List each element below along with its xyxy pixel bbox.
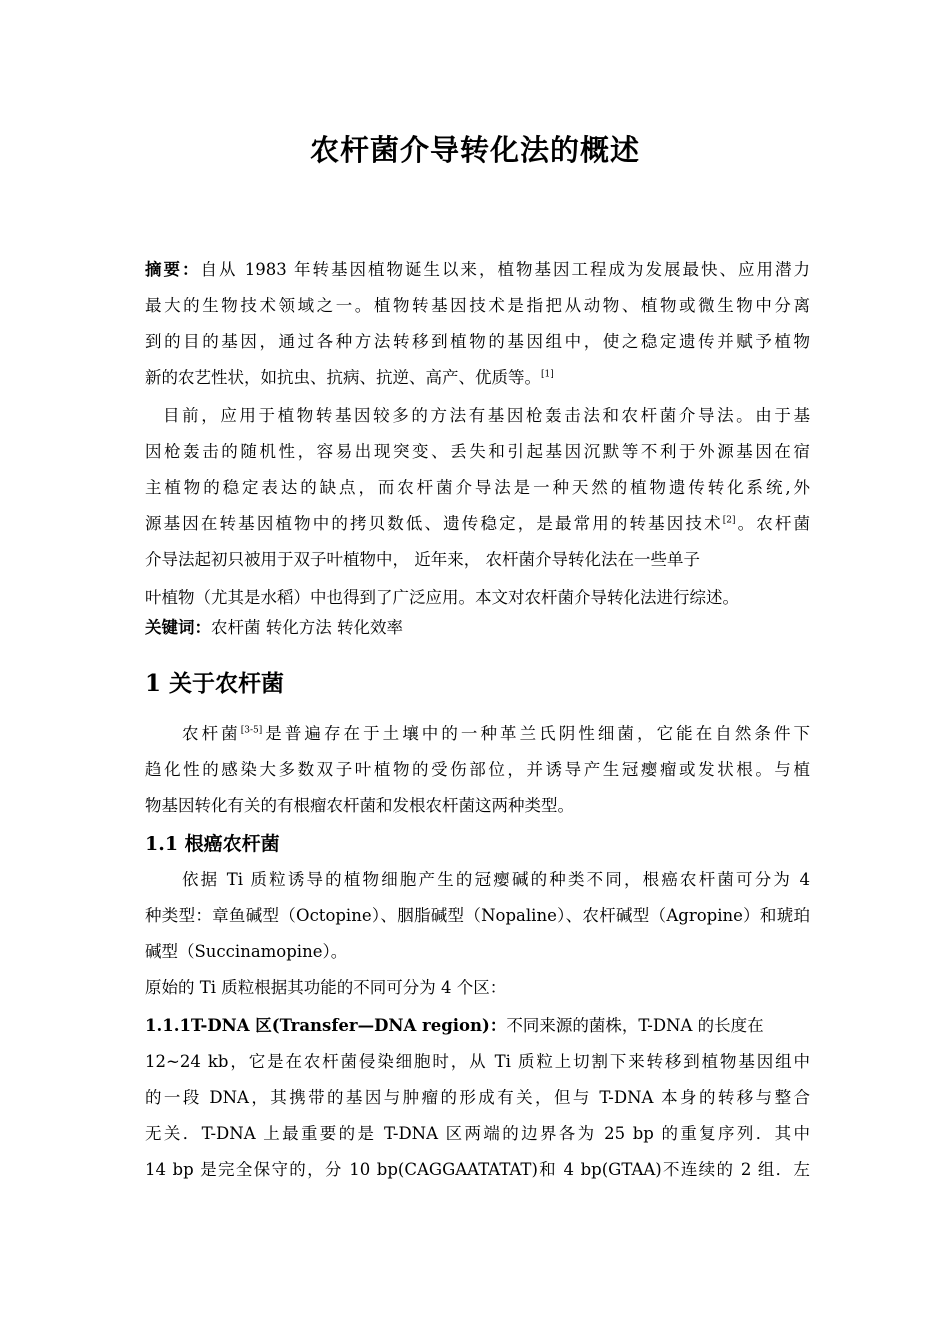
section1-1-line: 种类型：章鱼碱型（Octopine）、胭脂碱型（Nopaline）、农杆碱型（Agropine）和琥珀 <box>145 906 810 925</box>
abstract-line: 摘要：自从 1983 年转基因植物诞生以来，植物基因工程成为发展最快、应用潜力 <box>145 260 811 279</box>
section1-1-1-line: 的一段 DNA，其携带的基因与肿瘤的形成有关，但与 T-DNA 本身的转移与整合 <box>145 1088 810 1107</box>
intro-line: 主植物的稳定表达的缺点，而农杆菌介导法是一种天然的植物遗传转化系统,外 <box>145 478 810 497</box>
section1-1-1-line: 1.1.1T-DNA 区(Transfer—DNA region)：不同来源的菌株，T-DNA 的长度在 <box>145 1016 764 1035</box>
section1-1-1-paragraph <box>145 1008 810 1188</box>
section1-line: 物基因转化有关的有根瘤农杆菌和发根农杆菌这两种类型。 <box>145 796 574 815</box>
citation-ref: [3-5] <box>240 725 263 736</box>
intro-line: 源基因在转基因植物中的拷贝数低、遗传稳定，是最常用的转基因技术[2]。农杆菌 <box>145 514 811 533</box>
section1-line: 农杆菌[3-5]是普遍存在于土壤中的一种革兰氏阴性细菌，它能在自然条件下 <box>182 724 811 743</box>
abstract-line: 最大的生物技术领域之一。植物转基因技术是指把从动物、植物或微生物中分离 <box>145 296 810 315</box>
section1-1-1-line: 无关．T-DNA 上最重要的是 T-DNA 区两端的边界各为 25 bp 的重复序列．其中 <box>145 1124 810 1143</box>
intro-paragraph <box>145 398 810 646</box>
keywords-label: 关键词： <box>145 618 211 637</box>
document-title: 农杆菌介导转化法的概述 <box>309 133 640 167</box>
section-heading: 1 关于农杆菌 <box>145 670 285 697</box>
citation-ref: [1] <box>541 369 554 380</box>
section1-1-paragraph <box>145 862 810 1006</box>
subsubsection-label: 1.1.1T-DNA 区(Transfer—DNA region)： <box>145 1016 507 1035</box>
section1-line: 趋化性的感染大多数双子叶植物的受伤部位，并诱导产生冠瘿瘤或发状根。与植 <box>145 760 810 779</box>
section1-1-line: 碱型（Succinamopine）。 <box>145 942 348 961</box>
abstract-paragraph <box>145 252 810 396</box>
section1-paragraph <box>145 716 810 824</box>
intro-line: 因枪轰击的随机性，容易出现突变、丢失和引起基因沉默等不利于外源基因在宿 <box>145 442 810 461</box>
section1-1-1-line: 12~24 kb，它是在农杆菌侵染细胞时，从 Ti 质粒上切割下来转移到植物基因组中 <box>145 1052 810 1071</box>
abstract-label: 摘要： <box>145 260 201 279</box>
intro-line: 叶植物（尤其是水稻）中也得到了广泛应用。本文对农杆菌介导转化法进行综述。 <box>145 588 739 607</box>
section1-1-line: 原始的 Ti 质粒根据其功能的不同可分为 4 个区： <box>145 978 507 997</box>
intro-line: 目前，应用于植物转基因较多的方法有基因枪轰击法和农杆菌介导法。由于基 <box>163 406 810 425</box>
section1-1-1-line: 14 bp 是完全保守的，分 10 bp(CAGGAATATAT)和 4 bp(GTAA)不连续的 2 组．左 <box>145 1160 810 1179</box>
section1-1-line: 依据 Ti 质粒诱导的植物细胞产生的冠瘿碱的种类不同，根癌农杆菌可分为 4 <box>182 870 810 889</box>
keywords-text: 农杆菌 转化方法 转化效率 <box>211 618 403 637</box>
intro-line: 介导法起初只被用于双子叶植物中， 近年来， 农杆菌介导转化法在一些单子 <box>145 550 700 569</box>
abstract-line: 新的农艺性状，如抗虫、抗病、抗逆、高产、优质等。[1] <box>145 368 554 387</box>
keywords-line <box>145 610 810 646</box>
subsection-heading: 1.1 根癌农杆菌 <box>145 833 280 855</box>
citation-ref: [2] <box>722 515 736 526</box>
abstract-line: 到的目的基因，通过各种方法转移到植物的基因组中，使之稳定遗传并赋予植物 <box>145 332 810 351</box>
